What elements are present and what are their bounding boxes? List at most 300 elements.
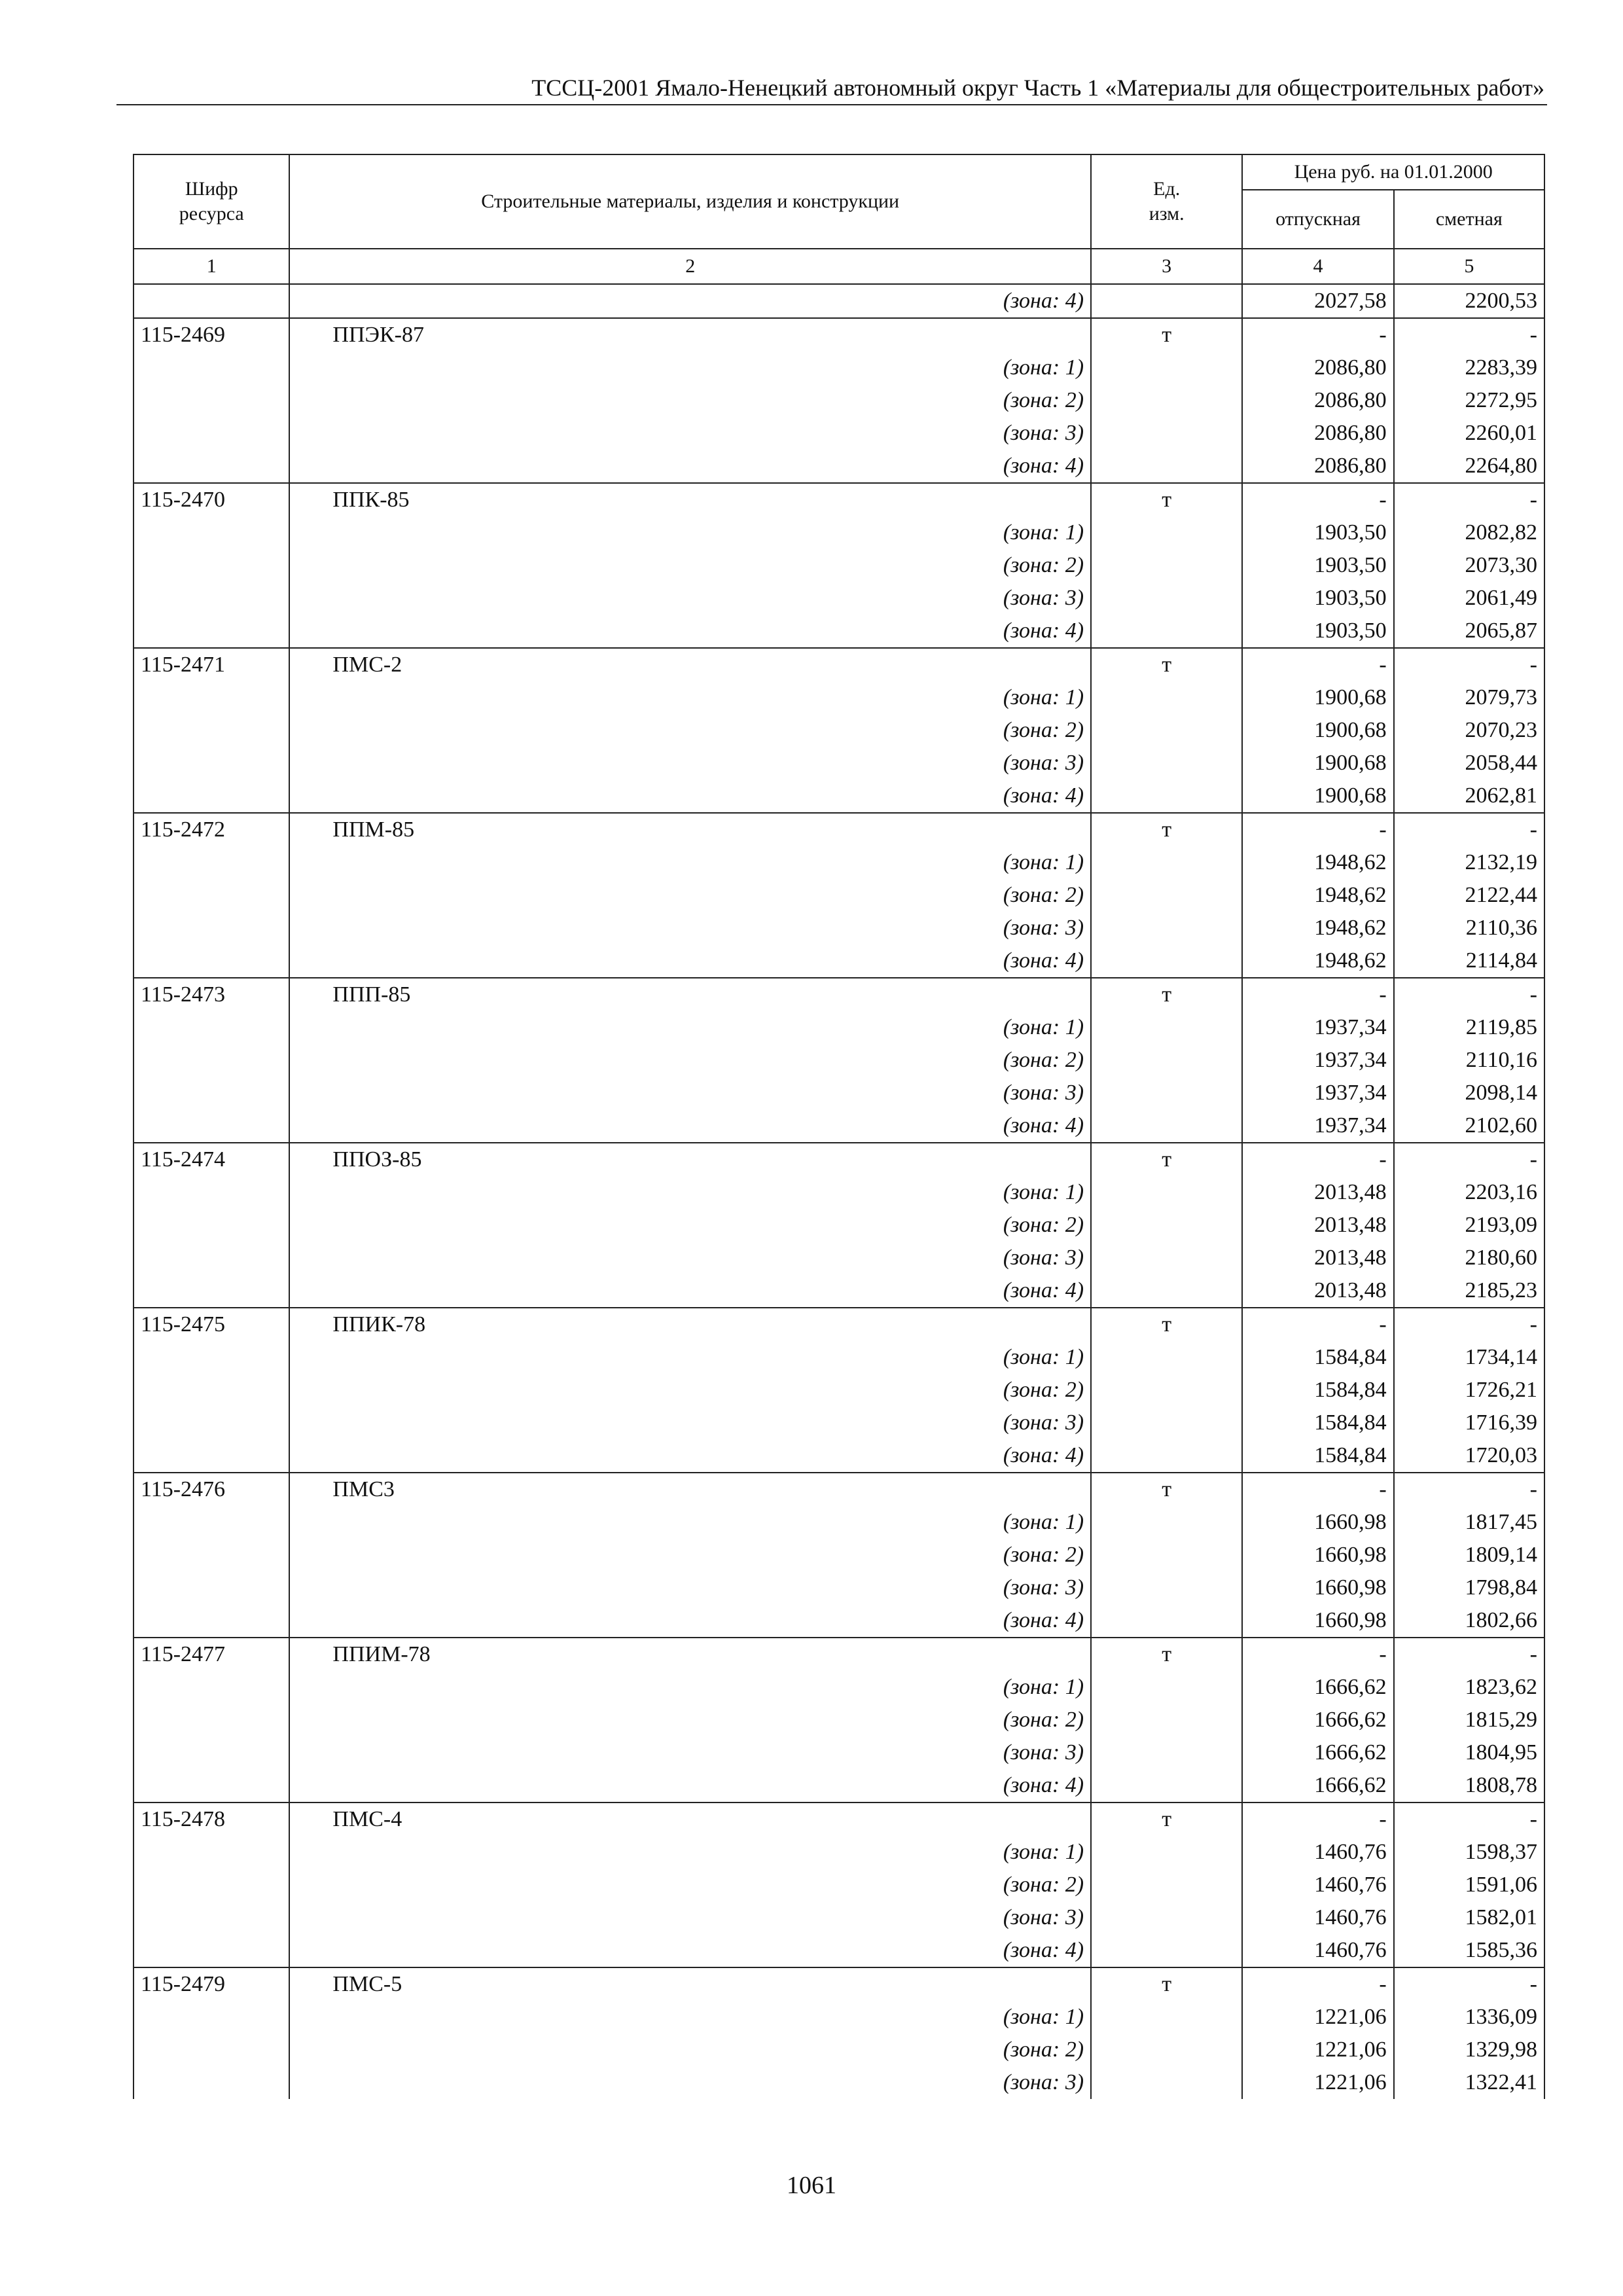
material-name-text: ПМС3: [332, 1477, 395, 1501]
material-name: [289, 978, 1091, 1011]
table-row: [134, 1176, 1544, 1209]
table-row: [134, 384, 1544, 417]
unit-of-measure: [1091, 1704, 1242, 1736]
estimate-price: 2119,85: [1394, 1011, 1544, 1044]
resource-code: [134, 549, 289, 582]
table-row: [134, 516, 1544, 549]
estimate-price: 2193,09: [1394, 1209, 1544, 1242]
resource-code: [134, 1901, 289, 1934]
table-row: [134, 1604, 1544, 1638]
release-price: -: [1242, 1967, 1393, 2001]
estimate-price: 2058,44: [1394, 747, 1544, 780]
estimate-price: 2260,01: [1394, 417, 1544, 450]
resource-code: 115-2476: [134, 1473, 289, 1506]
zone-label: (зона: 3): [289, 1736, 1091, 1769]
unit-of-measure: [1091, 417, 1242, 450]
zone-label: (зона: 4): [289, 284, 1091, 318]
zone-label: (зона: 2): [289, 714, 1091, 747]
release-price: 1460,76: [1242, 1869, 1393, 1901]
unit-of-measure: [1091, 1736, 1242, 1769]
zone-label: (зона: 1): [289, 1341, 1091, 1374]
release-price: -: [1242, 648, 1393, 681]
release-price: 1584,84: [1242, 1439, 1393, 1473]
resource-code: [134, 681, 289, 714]
release-price: 1460,76: [1242, 1934, 1393, 1967]
zone-label: (зона: 4): [289, 944, 1091, 978]
table-row: [134, 879, 1544, 912]
material-name-text: ППМ-85: [332, 817, 415, 842]
unit-of-measure: [1091, 780, 1242, 813]
estimate-price: 1585,36: [1394, 1934, 1544, 1967]
resource-code: 115-2474: [134, 1143, 289, 1176]
release-price: 1948,62: [1242, 912, 1393, 944]
estimate-price: 1591,06: [1394, 1869, 1544, 1901]
resource-code: 115-2469: [134, 318, 289, 351]
header-price-group: Цена руб. на 01.01.2000: [1242, 154, 1544, 190]
resource-code: [134, 912, 289, 944]
unit-of-measure: [1091, 1242, 1242, 1274]
estimate-price: -: [1394, 318, 1544, 351]
release-price: 1666,62: [1242, 1704, 1393, 1736]
zone-label: (зона: 2): [289, 549, 1091, 582]
release-price: 2013,48: [1242, 1176, 1393, 1209]
zone-label: (зона: 1): [289, 846, 1091, 879]
resource-code: [134, 846, 289, 879]
resource-code: [134, 1671, 289, 1704]
resource-code: [134, 1044, 289, 1077]
estimate-price: -: [1394, 648, 1544, 681]
estimate-price: -: [1394, 1803, 1544, 1836]
unit-of-measure: [1091, 2034, 1242, 2066]
zone-label: (зона: 3): [289, 582, 1091, 615]
release-price: -: [1242, 978, 1393, 1011]
zone-label: (зона: 2): [289, 384, 1091, 417]
unit-of-measure: [1091, 1604, 1242, 1638]
resource-code: [134, 1539, 289, 1571]
unit-of-measure: [1091, 516, 1242, 549]
zone-label: (зона: 3): [289, 912, 1091, 944]
estimate-price: -: [1394, 1143, 1544, 1176]
resource-code: [134, 450, 289, 483]
zone-label: (зона: 3): [289, 1407, 1091, 1439]
zone-label: (зона: 4): [289, 1604, 1091, 1638]
estimate-price: 1720,03: [1394, 1439, 1544, 1473]
release-price: 2027,58: [1242, 284, 1393, 318]
unit-of-measure: т: [1091, 1473, 1242, 1506]
table-row: [134, 714, 1544, 747]
zone-label: (зона: 2): [289, 1209, 1091, 1242]
material-name: [289, 483, 1091, 516]
zone-label: (зона: 2): [289, 1539, 1091, 1571]
resource-code: [134, 582, 289, 615]
resource-code: [134, 1869, 289, 1901]
table-row: [134, 1439, 1544, 1473]
release-price: 1900,68: [1242, 747, 1393, 780]
release-price: 1900,68: [1242, 714, 1393, 747]
table-row: [134, 1506, 1544, 1539]
unit-of-measure: [1091, 681, 1242, 714]
estimate-price: 2079,73: [1394, 681, 1544, 714]
estimate-price: 2062,81: [1394, 780, 1544, 813]
resource-code: [134, 1374, 289, 1407]
release-price: 2013,48: [1242, 1274, 1393, 1308]
unit-of-measure: [1091, 1671, 1242, 1704]
table-row: [134, 1539, 1544, 1571]
resource-code: [134, 284, 289, 318]
release-price: 1584,84: [1242, 1341, 1393, 1374]
table-row: [134, 1407, 1544, 1439]
header-release-price: отпускная: [1242, 190, 1393, 249]
zone-label: (зона: 3): [289, 1242, 1091, 1274]
zone-label: (зона: 2): [289, 1044, 1091, 1077]
unit-of-measure: [1091, 1044, 1242, 1077]
zone-label: (зона: 1): [289, 2001, 1091, 2034]
estimate-price: 2203,16: [1394, 1176, 1544, 1209]
resource-code: 115-2471: [134, 648, 289, 681]
resource-code: 115-2479: [134, 1967, 289, 2001]
running-header: ТССЦ-2001 Ямало-Ненецкий автономный округ Часть 1 «Материалы для общестроительных работ»: [531, 75, 1544, 101]
zone-label: (зона: 2): [289, 879, 1091, 912]
material-name-text: ПМС-2: [332, 653, 402, 677]
table-row: [134, 1704, 1544, 1736]
estimate-price: 1582,01: [1394, 1901, 1544, 1934]
table-row: [134, 1934, 1544, 1967]
release-price: 1903,50: [1242, 516, 1393, 549]
estimate-price: 2200,53: [1394, 284, 1544, 318]
table-row: [134, 450, 1544, 483]
table-row: [134, 681, 1544, 714]
material-name: [289, 1803, 1091, 1836]
release-price: 2013,48: [1242, 1242, 1393, 1274]
price-table-header: [134, 154, 1544, 284]
unit-of-measure: [1091, 1407, 1242, 1439]
table-row: [134, 1473, 1544, 1506]
release-price: 1903,50: [1242, 582, 1393, 615]
resource-code: [134, 1407, 289, 1439]
zone-label: (зона: 1): [289, 1176, 1091, 1209]
unit-of-measure: [1091, 1836, 1242, 1869]
table-row: [134, 1274, 1544, 1308]
estimate-price: 2180,60: [1394, 1242, 1544, 1274]
estimate-price: 1598,37: [1394, 1836, 1544, 1869]
resource-code: [134, 1176, 289, 1209]
estimate-price: 1734,14: [1394, 1341, 1544, 1374]
zone-label: (зона: 4): [289, 1934, 1091, 1967]
material-name: [289, 1638, 1091, 1671]
unit-of-measure: [1091, 284, 1242, 318]
table-row: [134, 944, 1544, 978]
unit-of-measure: [1091, 1934, 1242, 1967]
zone-label: (зона: 4): [289, 1274, 1091, 1308]
zone-label: (зона: 1): [289, 1671, 1091, 1704]
zone-label: (зона: 3): [289, 1901, 1091, 1934]
release-price: -: [1242, 813, 1393, 846]
table-row: [134, 549, 1544, 582]
table-row: [134, 1638, 1544, 1671]
estimate-price: 1798,84: [1394, 1571, 1544, 1604]
zone-label: (зона: 3): [289, 747, 1091, 780]
estimate-price: 2185,23: [1394, 1274, 1544, 1308]
resource-code: [134, 1571, 289, 1604]
table-row: [134, 1341, 1544, 1374]
unit-of-measure: т: [1091, 318, 1242, 351]
unit-of-measure: [1091, 2066, 1242, 2099]
zone-label: (зона: 2): [289, 1704, 1091, 1736]
release-price: 1460,76: [1242, 1836, 1393, 1869]
table-row: [134, 813, 1544, 846]
estimate-price: 2132,19: [1394, 846, 1544, 879]
material-name: [289, 648, 1091, 681]
estimate-price: 1329,98: [1394, 2034, 1544, 2066]
zone-label: (зона: 1): [289, 1011, 1091, 1044]
resource-code: [134, 1769, 289, 1803]
table-row: [134, 1571, 1544, 1604]
release-price: 1900,68: [1242, 780, 1393, 813]
estimate-price: 2098,14: [1394, 1077, 1544, 1109]
release-price: 1937,34: [1242, 1109, 1393, 1143]
material-name-text: ПМС-5: [332, 1972, 402, 1996]
table-row: [134, 2034, 1544, 2066]
release-price: 1460,76: [1242, 1901, 1393, 1934]
estimate-price: 1726,21: [1394, 1374, 1544, 1407]
table-row: [134, 2066, 1544, 2099]
estimate-price: 2065,87: [1394, 615, 1544, 648]
unit-of-measure: [1091, 1901, 1242, 1934]
table-row: [134, 351, 1544, 384]
table-row: [134, 1736, 1544, 1769]
unit-of-measure: т: [1091, 1967, 1242, 2001]
estimate-price: -: [1394, 1308, 1544, 1341]
release-price: -: [1242, 318, 1393, 351]
material-name: [289, 1967, 1091, 2001]
estimate-price: 2122,44: [1394, 879, 1544, 912]
release-price: -: [1242, 1803, 1393, 1836]
resource-code: [134, 1934, 289, 1967]
column-number: 3: [1091, 249, 1242, 284]
material-name-text: ППП-85: [332, 982, 411, 1007]
release-price: 1903,50: [1242, 549, 1393, 582]
resource-code: 115-2473: [134, 978, 289, 1011]
estimate-price: 2264,80: [1394, 450, 1544, 483]
unit-of-measure: т: [1091, 1143, 1242, 1176]
unit-of-measure: [1091, 1539, 1242, 1571]
unit-of-measure: т: [1091, 1638, 1242, 1671]
unit-of-measure: [1091, 1439, 1242, 1473]
release-price: 1660,98: [1242, 1571, 1393, 1604]
zone-label: (зона: 2): [289, 1869, 1091, 1901]
zone-label: (зона: 2): [289, 2034, 1091, 2066]
price-table-body: [134, 284, 1544, 2099]
unit-of-measure: [1091, 1374, 1242, 1407]
table-row: [134, 648, 1544, 681]
material-name: [289, 1308, 1091, 1341]
unit-of-measure: [1091, 384, 1242, 417]
estimate-price: -: [1394, 1473, 1544, 1506]
unit-of-measure: [1091, 1077, 1242, 1109]
unit-of-measure: [1091, 1176, 1242, 1209]
unit-of-measure: [1091, 582, 1242, 615]
table-row: [134, 1967, 1544, 2001]
zone-label: (зона: 1): [289, 1506, 1091, 1539]
unit-of-measure: т: [1091, 483, 1242, 516]
material-name: [289, 1473, 1091, 1506]
release-price: -: [1242, 1638, 1393, 1671]
resource-code: [134, 1836, 289, 1869]
unit-of-measure: [1091, 450, 1242, 483]
table-row: [134, 2001, 1544, 2034]
resource-code: 115-2478: [134, 1803, 289, 1836]
zone-label: (зона: 4): [289, 615, 1091, 648]
release-price: 1660,98: [1242, 1539, 1393, 1571]
estimate-price: 1823,62: [1394, 1671, 1544, 1704]
material-name-text: ППОЗ-85: [332, 1147, 422, 1172]
resource-code: [134, 2034, 289, 2066]
table-row: [134, 1109, 1544, 1143]
unit-of-measure: [1091, 912, 1242, 944]
page-number: 1061: [787, 2172, 836, 2199]
estimate-price: -: [1394, 978, 1544, 1011]
unit-of-measure: [1091, 1571, 1242, 1604]
table-row: [134, 1901, 1544, 1934]
unit-of-measure: [1091, 1506, 1242, 1539]
zone-label: (зона: 2): [289, 1374, 1091, 1407]
header-code: Шифр ресурса: [134, 154, 289, 249]
unit-of-measure: [1091, 1341, 1242, 1374]
price-table: [133, 154, 1545, 2099]
release-price: 2086,80: [1242, 417, 1393, 450]
release-price: 2086,80: [1242, 450, 1393, 483]
table-row: [134, 1769, 1544, 1803]
unit-of-measure: [1091, 944, 1242, 978]
unit-of-measure: [1091, 1011, 1242, 1044]
release-price: 1584,84: [1242, 1374, 1393, 1407]
zone-label: (зона: 1): [289, 1836, 1091, 1869]
resource-code: [134, 1242, 289, 1274]
table-row: [134, 1671, 1544, 1704]
release-price: 1660,98: [1242, 1604, 1393, 1638]
resource-code: [134, 1736, 289, 1769]
resource-code: 115-2470: [134, 483, 289, 516]
resource-code: [134, 2066, 289, 2099]
estimate-price: 2283,39: [1394, 351, 1544, 384]
table-row: [134, 1242, 1544, 1274]
unit-of-measure: [1091, 615, 1242, 648]
resource-code: 115-2472: [134, 813, 289, 846]
resource-code: [134, 1704, 289, 1736]
resource-code: [134, 879, 289, 912]
resource-code: [134, 780, 289, 813]
resource-code: 115-2475: [134, 1308, 289, 1341]
estimate-price: 2114,84: [1394, 944, 1544, 978]
release-price: 1660,98: [1242, 1506, 1393, 1539]
zone-label: (зона: 3): [289, 1571, 1091, 1604]
zone-label: (зона: 4): [289, 780, 1091, 813]
header-unit: Ед. изм.: [1091, 154, 1242, 249]
resource-code: [134, 1011, 289, 1044]
table-row: [134, 318, 1544, 351]
release-price: 1221,06: [1242, 2001, 1393, 2034]
table-row: [134, 1143, 1544, 1176]
resource-code: [134, 2001, 289, 2034]
release-price: 1937,34: [1242, 1011, 1393, 1044]
release-price: 1666,62: [1242, 1671, 1393, 1704]
table-row: [134, 780, 1544, 813]
estimate-price: 2102,60: [1394, 1109, 1544, 1143]
resource-code: [134, 1077, 289, 1109]
estimate-price: 1817,45: [1394, 1506, 1544, 1539]
estimate-price: 1808,78: [1394, 1769, 1544, 1803]
release-price: 1937,34: [1242, 1044, 1393, 1077]
release-price: 2086,80: [1242, 384, 1393, 417]
resource-code: [134, 615, 289, 648]
table-row: [134, 615, 1544, 648]
release-price: 1948,62: [1242, 846, 1393, 879]
unit-of-measure: [1091, 2001, 1242, 2034]
estimate-price: 1809,14: [1394, 1539, 1544, 1571]
material-name-text: ППИМ-78: [332, 1642, 431, 1666]
material-name: [289, 318, 1091, 351]
table-row: [134, 978, 1544, 1011]
release-price: 1666,62: [1242, 1736, 1393, 1769]
table-row: [134, 1803, 1544, 1836]
release-price: -: [1242, 483, 1393, 516]
estimate-price: -: [1394, 483, 1544, 516]
release-price: -: [1242, 1143, 1393, 1176]
estimate-price: 2110,36: [1394, 912, 1544, 944]
resource-code: [134, 1439, 289, 1473]
release-price: -: [1242, 1308, 1393, 1341]
material-name: [289, 1143, 1091, 1176]
estimate-price: -: [1394, 813, 1544, 846]
table-row: [134, 747, 1544, 780]
material-name-text: ППК-85: [332, 488, 410, 512]
resource-code: [134, 1506, 289, 1539]
unit-of-measure: [1091, 879, 1242, 912]
table-row: [134, 284, 1544, 318]
unit-of-measure: [1091, 1274, 1242, 1308]
release-price: 2086,80: [1242, 351, 1393, 384]
estimate-price: 1336,09: [1394, 2001, 1544, 2034]
zone-label: (зона: 4): [289, 1439, 1091, 1473]
table-row: [134, 846, 1544, 879]
unit-of-measure: [1091, 747, 1242, 780]
unit-of-measure: [1091, 846, 1242, 879]
estimate-price: 1804,95: [1394, 1736, 1544, 1769]
release-price: 1221,06: [1242, 2034, 1393, 2066]
unit-of-measure: [1091, 1869, 1242, 1901]
unit-of-measure: [1091, 714, 1242, 747]
zone-label: (зона: 3): [289, 1077, 1091, 1109]
header-rule: [116, 104, 1547, 105]
zone-label: (зона: 4): [289, 1109, 1091, 1143]
zone-label: (зона: 4): [289, 1769, 1091, 1803]
release-price: 1900,68: [1242, 681, 1393, 714]
unit-of-measure: [1091, 1109, 1242, 1143]
table-row: [134, 417, 1544, 450]
unit-of-measure: т: [1091, 648, 1242, 681]
zone-label: (зона: 1): [289, 681, 1091, 714]
estimate-price: 2272,95: [1394, 384, 1544, 417]
release-price: 1584,84: [1242, 1407, 1393, 1439]
header-material: Строительные материалы, изделия и конструкции: [289, 154, 1091, 249]
resource-code: [134, 417, 289, 450]
table-row: [134, 582, 1544, 615]
zone-label: (зона: 4): [289, 450, 1091, 483]
resource-code: 115-2477: [134, 1638, 289, 1671]
estimate-price: -: [1394, 1638, 1544, 1671]
resource-code: [134, 516, 289, 549]
material-name-text: ППЭК-87: [332, 323, 424, 347]
